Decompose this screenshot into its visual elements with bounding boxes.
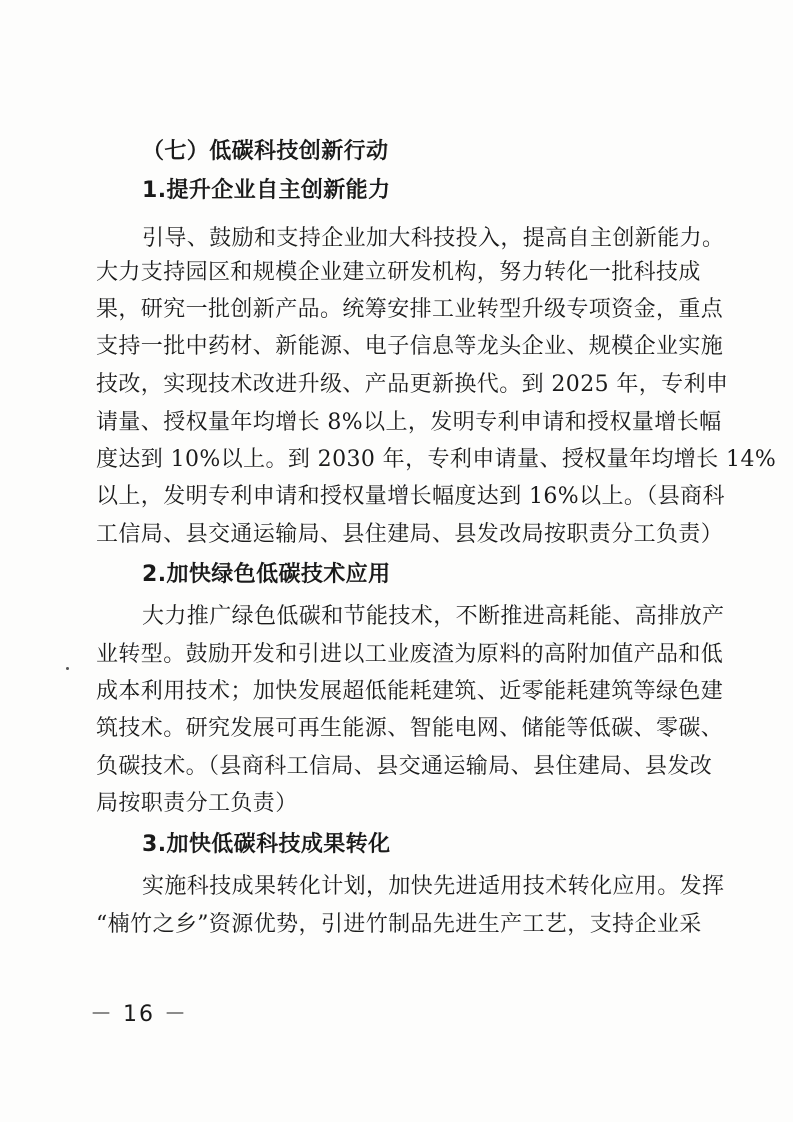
scan-speck — [66, 667, 69, 670]
paragraph-line: 筑技术。研究发展可再生能源、智能电网、储能等低碳、零碳、 — [96, 716, 724, 741]
page-number: － 16 － — [90, 1002, 188, 1027]
paragraph-line: 实施科技成果转化计划，加快先进适用技术转化应用。发挥 — [142, 874, 725, 899]
subsection-title-2: 2.加快绿色低碳技术应用 — [142, 562, 391, 587]
paragraph-line: 成本利用技术；加快发展超低能耗建筑、近零能耗建筑等绿色建 — [96, 679, 724, 704]
paragraph-line: 业转型。鼓励开发和引进以工业废渣为原料的高附加值产品和低 — [96, 642, 724, 667]
paragraph-line: 大力支持园区和规模企业建立研发机构，努力转化一批科技成 — [96, 260, 701, 285]
paragraph-line: 大力推广绿色低碳和节能技术，不断推进高耗能、高排放产 — [142, 604, 725, 629]
paragraph-line: 支持一批中药材、新能源、电子信息等龙头企业、规模企业实施 — [96, 334, 724, 359]
paragraph-line: 引导、鼓励和支持企业加大科技投入，提高自主创新能力。 — [142, 226, 725, 251]
subsection-title-1: 1.提升企业自主创新能力 — [142, 178, 391, 203]
paragraph-line: “楠竹之乡”资源优势，引进竹制品先进生产工艺，支持企业采 — [96, 912, 702, 937]
paragraph-line: 请量、授权量年均增长 8%以上，发明专利申请和授权量增长幅 — [96, 410, 722, 435]
paragraph-line: 工信局、县交通运输局、县住建局、县发改局按职责分工负责） — [96, 522, 724, 547]
paragraph-line: 负碳技术。（县商科工信局、县交通运输局、县住建局、县发改 — [96, 754, 713, 779]
section-title: （七）低碳科技创新行动 — [142, 139, 389, 164]
paragraph-line: 以上，发明专利申请和授权量增长幅度达到 16%以上。（县商科 — [96, 484, 725, 509]
paragraph-line: 度达到 10%以上。到 2030 年，专利申请量、授权量年均增长 14% — [96, 447, 777, 472]
paragraph-line: 果，研究一批创新产品。统筹安排工业转型升级专项资金，重点 — [96, 297, 724, 322]
paragraph-line: 技改，实现技术改进升级、产品更新换代。到 2025 年，专利申 — [96, 372, 729, 397]
paragraph-line: 局按职责分工负责） — [96, 791, 298, 816]
subsection-title-3: 3.加快低碳科技成果转化 — [142, 832, 391, 857]
